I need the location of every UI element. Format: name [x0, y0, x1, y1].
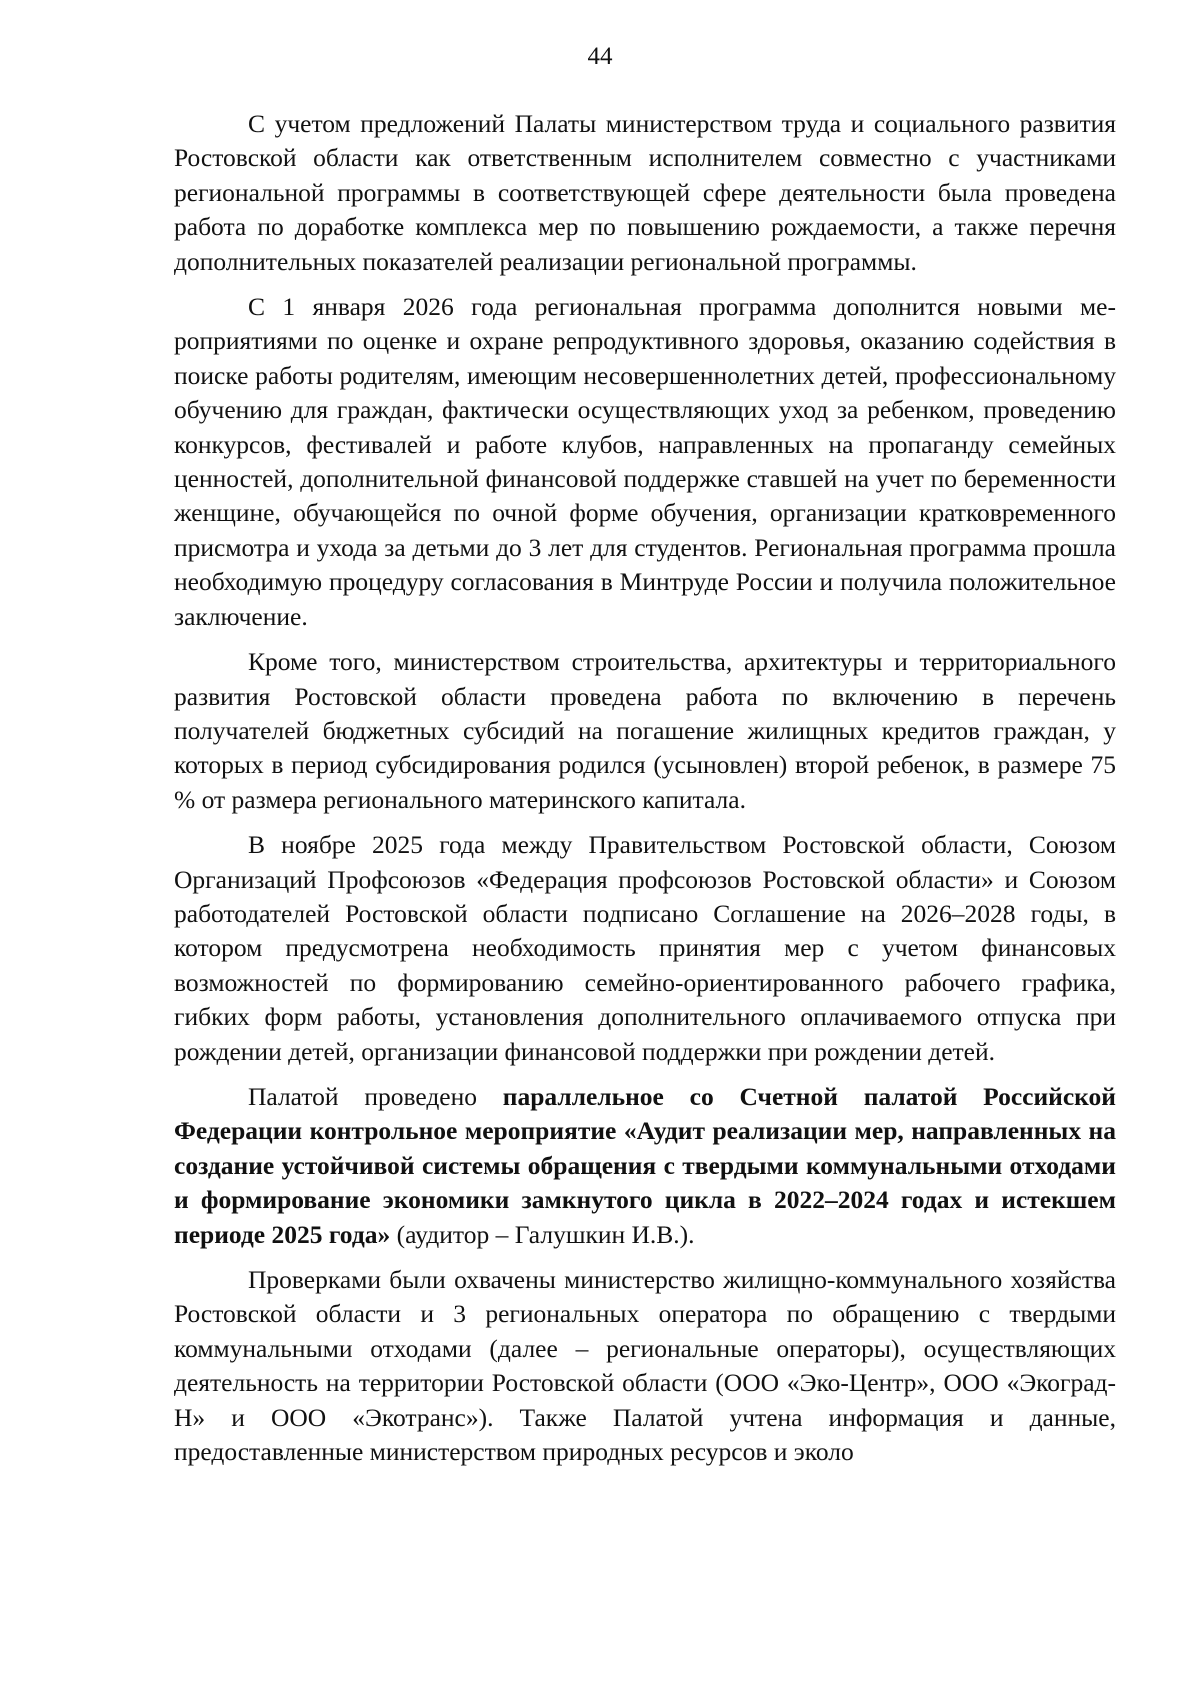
paragraph-agreement: В ноябре 2025 года между Правительством Ростовской области, Союзом Организаций Профсоюзов «Федерация профсоюзов Ростовской области» и Союзом работодателей Ростовской области подписано Соглашение на 2026–2028 годы, в котором предусмотрена необходимость принятия мер с учетом финансовых возможностей по формированию семейно-ориентированного рабочего графика, гибких форм работы, установления дополнительного оплачиваемого отпуска при рождении детей, организации финансовой поддержки при рождении детей.	[174, 830, 1116, 1066]
paragraph-construction-ministry: Кроме того, министерством строительства, архитектуры и территориального развития Ростовской области проведена работа по включению в перечень получателей бюджетных субсидий на погашение жилищных кредитов граждан, у которых в период субсидирования родился (усыновлен) второй ребенок, в размере 75 % от размера регионального материнского капитала.	[174, 647, 1116, 814]
document-body	[174, 107, 1116, 1480]
audit-auditor: (аудитор – Галушкин И.В.).	[390, 1219, 695, 1249]
audit-lead-text: Палатой проведено	[248, 1081, 503, 1111]
paragraph-labor-ministry: С учетом предложений Палаты министерством труда и социального развития Ростовской области как ответственным исполнителем совместно с участниками региональной программы в соответствующей сфере деятельности была проведена работа по доработке комплекса мер по повышению рождаемости, а также перечня дополнительных показателей реализации региональной программы.	[174, 109, 1116, 276]
page-number: 44	[587, 43, 613, 70]
paragraph-audit-event	[174, 1080, 1116, 1252]
audit-title: параллельное со Счетной палатой Российской Федерации контрольное мероприятие «Аудит реализации мер, направленных на создание устойчивой системы обращения с твердыми коммунальными отходами и формирование экономики замкнутого цикла в 2022–2024 годах и истекшем периоде 2025 года»	[174, 1081, 1116, 1249]
paragraph-regional-program: С 1 января 2026 года региональная программа дополнится новыми мероприятиями по оценке и охране репродуктивного здоровья, оказанию содействия в поиске работы родителям, имеющим несовершеннолетних детей, профессиональному обучению для граждан, фактически осуществляющих уход за ребенком, проведению конкурсов, фестивалей и работе клубов, направленных на пропаганду семейных ценностей, дополнительной финансовой поддержке ставшей на учет по беременности женщине, обучающейся по очной форме обучения, организации кратковременного присмотра и ухода за детьми до 3 лет для студентов. Региональная программа прошла необходимую процедуру согласования в Минтруде России и получила положительное заключение.	[174, 292, 1116, 631]
paragraph-inspections: Проверками были охвачены министерство жилищно-коммунального хозяйства Ростовской области и 3 региональных оператора по обращению с твердыми коммунальными отходами (далее – региональные операторы), осуществляющих деятельность на территории Ростовской области (ООО «Эко-Центр», ООО «Экоград-Н» и ООО «Экотранс»). Также Палатой учтена информация и данные, предоставленные министерством природных ресурсов и эколо	[174, 1265, 1116, 1467]
